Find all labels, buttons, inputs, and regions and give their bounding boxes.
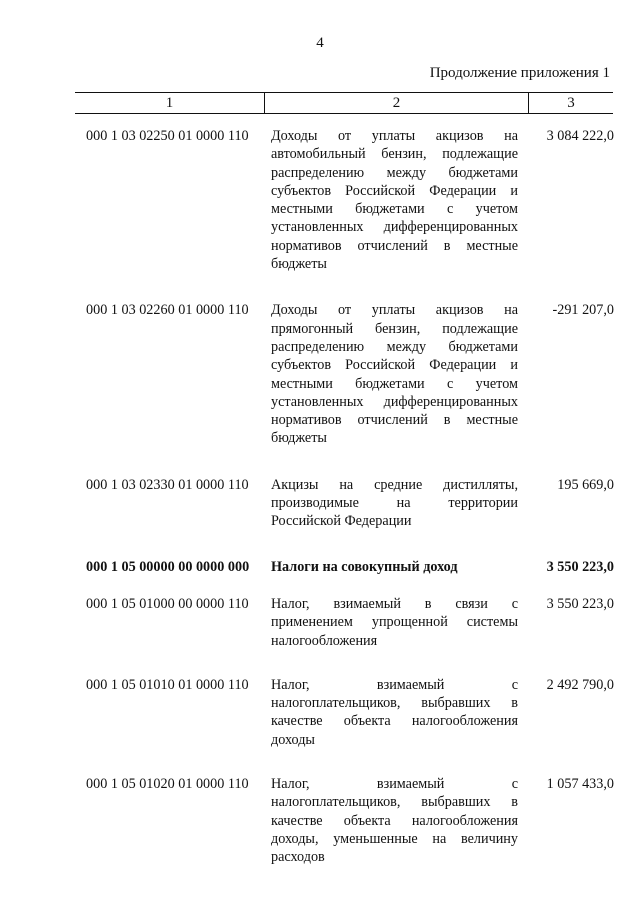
budget-classification-code: 000 1 03 02250 01 0000 110 [86, 128, 249, 144]
revenue-description: Налог, взимаемый с налогоплательщиков, выбравших в качестве объекта налогообложения доходы, уменьшенные на величину расходов [271, 776, 518, 866]
page-number: 4 [316, 35, 324, 51]
revenue-amount: 3 550 223,0 [546, 595, 614, 612]
budget-classification-code: 000 1 05 01020 01 0000 110 [86, 776, 249, 793]
revenue-description: Доходы от уплаты акцизов на автомобильный бензин, подлежащие распределению между бюджетами субъектов Российской Федерации и местными бюджетами с учетом установленных дифференцированных нормативов отчислений в местные бюджеты [271, 128, 518, 273]
revenue-amount: 2 492 790,0 [546, 676, 614, 693]
revenue-amount: -291 207,0 [552, 302, 614, 319]
budget-classification-code: 000 1 03 02260 01 0000 110 [86, 302, 249, 319]
table-header-col-2: 2 [265, 93, 529, 113]
table-header [75, 92, 613, 114]
table-row [86, 775, 614, 866]
table-row [86, 595, 614, 650]
table-row-section-total [86, 558, 614, 576]
table-header-col-3: 3 [567, 95, 575, 111]
revenue-table-body [86, 127, 614, 867]
revenue-description: Налог, взимаемый с налогоплательщиков, выбравших в качестве объекта налогообложения доходы [271, 676, 518, 748]
revenue-amount: 1 057 433,0 [546, 776, 614, 793]
table-row [86, 301, 614, 447]
table-row [86, 127, 614, 273]
revenue-description: Налог, взимаемый в связи с применением упрощенной системы налогообложения [271, 595, 518, 649]
revenue-description: Налоги на совокупный доход [271, 558, 458, 575]
table-header-col-1: 1 [75, 93, 265, 113]
revenue-amount: 3 550 223,0 [546, 558, 614, 575]
budget-classification-code: 000 1 03 02330 01 0000 110 [86, 476, 249, 493]
budget-classification-code: 000 1 05 01000 00 0000 110 [86, 595, 249, 612]
revenue-amount: 195 669,0 [557, 476, 614, 493]
budget-classification-code: 000 1 05 00000 00 0000 000 [86, 558, 250, 575]
revenue-description: Акцизы на средние дистилляты, производимые на территории Российской Федерации [271, 476, 518, 530]
table-row [86, 676, 614, 749]
budget-classification-code: 000 1 05 01010 01 0000 110 [86, 676, 249, 693]
table-row [86, 476, 614, 531]
appendix-continuation-note: Продолжение приложения 1 [429, 65, 610, 81]
revenue-amount: 3 084 222,0 [546, 128, 614, 144]
revenue-description: Доходы от уплаты акцизов на прямогонный бензин, подлежащие распределению между бюджетами субъектов Российской Федерации и местными бюджетами с учетом установленных дифференцированных нормативов отчислений в местные бюджеты [271, 302, 518, 447]
